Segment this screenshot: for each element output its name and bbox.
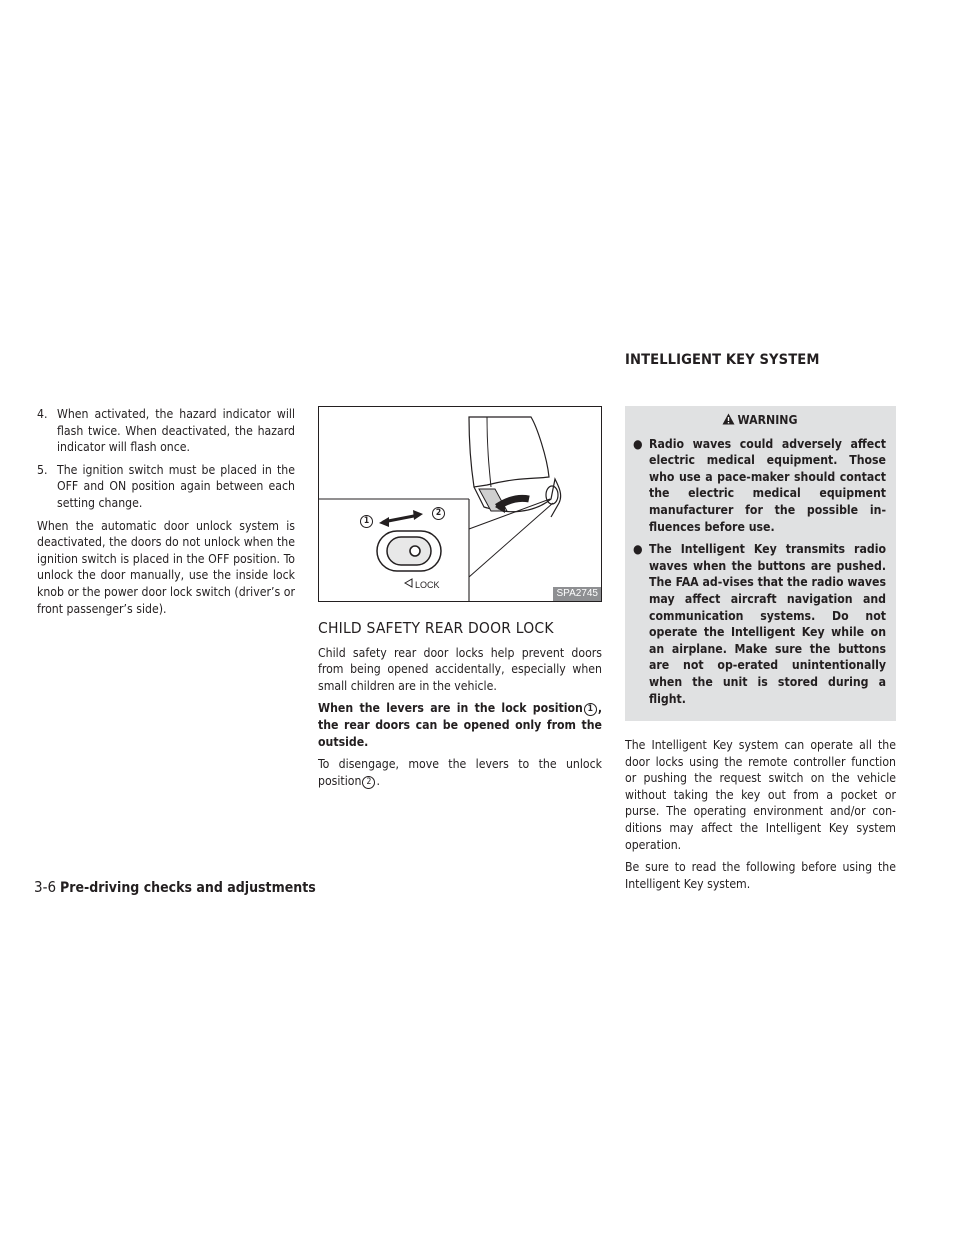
list-item <box>37 406 295 456</box>
paragraph-bold <box>318 700 602 750</box>
bullet-icon: ● <box>633 436 643 451</box>
item-text: When activated, the hazard indicator will flash twice. When deactivated, the hazard indicator will flash once. <box>57 407 295 455</box>
paragraph: When the automatic door unlock system is deactivated, the doors do not unlock when the ignition switch is placed in the OFF position. To unlock the door manually, use the inside lock knob or the power door lock switch (driver’s or front passenger’s side). <box>37 518 295 616</box>
paragraph <box>318 756 602 789</box>
list-item <box>37 462 295 512</box>
item-number: 4. <box>37 407 48 421</box>
lock-label: LOCK <box>415 580 440 590</box>
text-span: When the levers are in the lock position <box>318 701 583 716</box>
bullet-text: The Intelligent Key transmits radio waves when the buttons are pushed. The FAA ad-vises that the radio waves may affect aircraft navigation and communication systems. Do not operate the Intelligent Key while on an airplane. Make sure the buttons are not op-erated unintentionally when the unit is stored during a flight. <box>649 542 886 706</box>
door-lock-illustration <box>319 407 601 601</box>
page-footer <box>34 878 316 896</box>
section-heading: CHILD SAFETY REAR DOOR LOCK <box>318 619 554 637</box>
figure-id: SPA2745 <box>553 587 601 601</box>
warning-box <box>625 406 896 721</box>
warning-triangle-icon <box>722 413 735 430</box>
page-number: 3-6 <box>34 878 57 896</box>
bullet-text: Radio waves could adversely affect electric medical equipment. Those who use a pace-maker should contact the electric medical equipment manufacturer for the possible in-fluences before use. <box>649 436 886 534</box>
section-title: INTELLIGENT KEY SYSTEM <box>625 351 820 368</box>
marker-1: 1 <box>584 703 597 716</box>
text-span: . <box>376 773 380 788</box>
child-lock-figure <box>318 406 602 602</box>
warning-label: WARNING <box>737 413 798 427</box>
bullet-icon: ● <box>633 542 643 557</box>
column-right <box>625 406 896 898</box>
marker-1: 1 <box>360 515 373 528</box>
item-text: The ignition switch must be placed in the OFF and ON position again between each setting change. <box>57 462 295 510</box>
text-span: , the rear doors can be opened only from the outside. <box>318 701 602 749</box>
paragraph: Be sure to read the following before using the Intelligent Key system. <box>625 860 896 891</box>
text-span: To disengage, move the levers to the unlock position <box>318 757 602 788</box>
warning-bullet <box>633 541 886 707</box>
warning-bullet <box>633 436 886 536</box>
warning-title <box>633 412 886 430</box>
column-middle <box>318 406 602 795</box>
column-left <box>37 406 295 623</box>
paragraph: Child safety rear door locks help prevent doors from being opened accidentally, especially when small children are in the vehicle. <box>318 645 602 693</box>
marker-2: 2 <box>362 776 375 789</box>
chapter-title: Pre-driving checks and adjustments <box>60 880 316 896</box>
item-number: 5. <box>37 462 48 477</box>
marker-2: 2 <box>432 507 445 520</box>
paragraph: The Intelligent Key system can operate all the door locks using the remote controller function or pushing the request switch on the vehicle without taking the key out from a pocket or purse. The operating environment and/or con-ditions may affect the Intelligent Key system operation. <box>625 738 896 852</box>
